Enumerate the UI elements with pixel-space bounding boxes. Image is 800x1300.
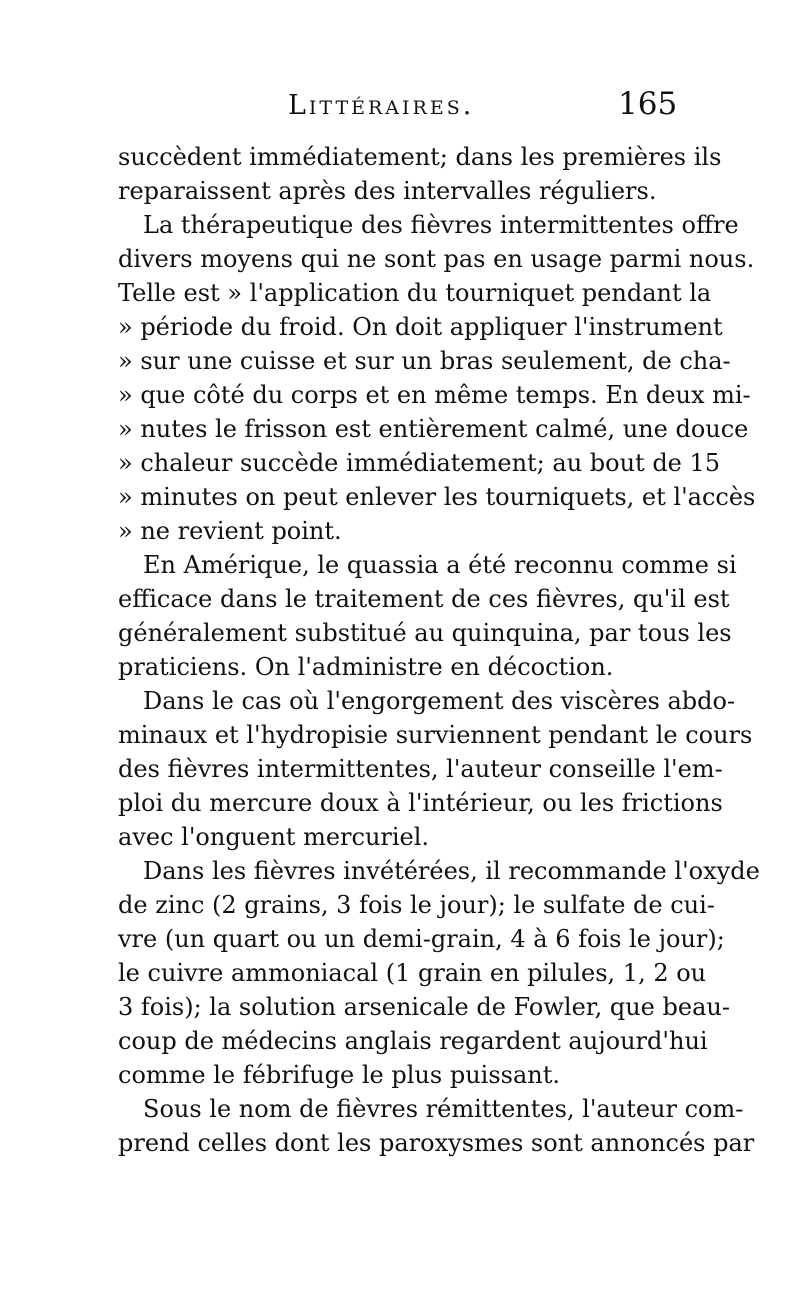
text-line: » nutes le frisson est entièrement calmé, une douce [118, 415, 749, 443]
page-number: 165 [618, 86, 678, 122]
text-line: le cuivre ammoniacal (1 grain en pilules, 1, 2 ou [118, 959, 707, 987]
text-line: vre (un quart ou un demi-grain, 4 à 6 fois le jour); [118, 925, 725, 953]
text-line: généralement substitué au quinquina, par tous les [118, 619, 732, 647]
text-line: Dans les fièvres invétérées, il recommande l'oxyde [143, 857, 760, 885]
text-line: » chaleur succède immédiatement; au bout de 15 [118, 449, 721, 477]
running-head: Littéraires. [288, 90, 475, 121]
text-line: divers moyens qui ne sont pas en usage parmi nous. [118, 245, 755, 273]
text-line: » que côté du corps et en même temps. En deux mi- [118, 381, 751, 409]
text-line: avec l'onguent mercuriel. [118, 823, 430, 851]
text-line: Telle est » l'application du tourniquet pendant la [118, 279, 712, 307]
text-line: En Amérique, le quassia a été reconnu comme si [143, 551, 737, 579]
text-line: » sur une cuisse et sur un bras seulement, de cha- [118, 347, 731, 375]
text-line: coup de médecins anglais regardent aujourd'hui [118, 1027, 708, 1055]
text-line: praticiens. On l'administre en décoction. [118, 653, 614, 681]
text-line: » ne revient point. [118, 517, 342, 545]
text-line: des fièvres intermittentes, l'auteur conseille l'em- [118, 755, 723, 783]
text-line: Sous le nom de fièvres rémittentes, l'auteur com- [143, 1095, 744, 1123]
text-line: » période du froid. On doit appliquer l'instrument [118, 313, 723, 341]
text-line: reparaissent après des intervalles réguliers. [118, 177, 657, 205]
text-line: minaux et l'hydropisie surviennent pendant le cours [118, 721, 753, 749]
text-line: comme le fébrifuge le plus puissant. [118, 1061, 560, 1089]
text-line: Dans le cas où l'engorgement des viscères abdo- [143, 687, 736, 715]
text-line: ploi du mercure doux à l'intérieur, ou les frictions [118, 789, 723, 817]
text-line: 3 fois); la solution arsenicale de Fowler, que beau- [118, 993, 730, 1021]
text-line: La thérapeutique des fièvres intermittentes offre [143, 211, 739, 239]
text-line: prend celles dont les paroxysmes sont annoncés par [118, 1129, 755, 1157]
page-header [0, 86, 800, 130]
text-line: efficace dans le traitement de ces fièvres, qu'il est [118, 585, 730, 613]
text-line: de zinc (2 grains, 3 fois le jour); le sulfate de cui- [118, 891, 715, 919]
text-line: » minutes on peut enlever les tourniquets, et l'accès [118, 483, 756, 511]
text-line: succèdent immédiatement; dans les premières ils [118, 143, 722, 171]
